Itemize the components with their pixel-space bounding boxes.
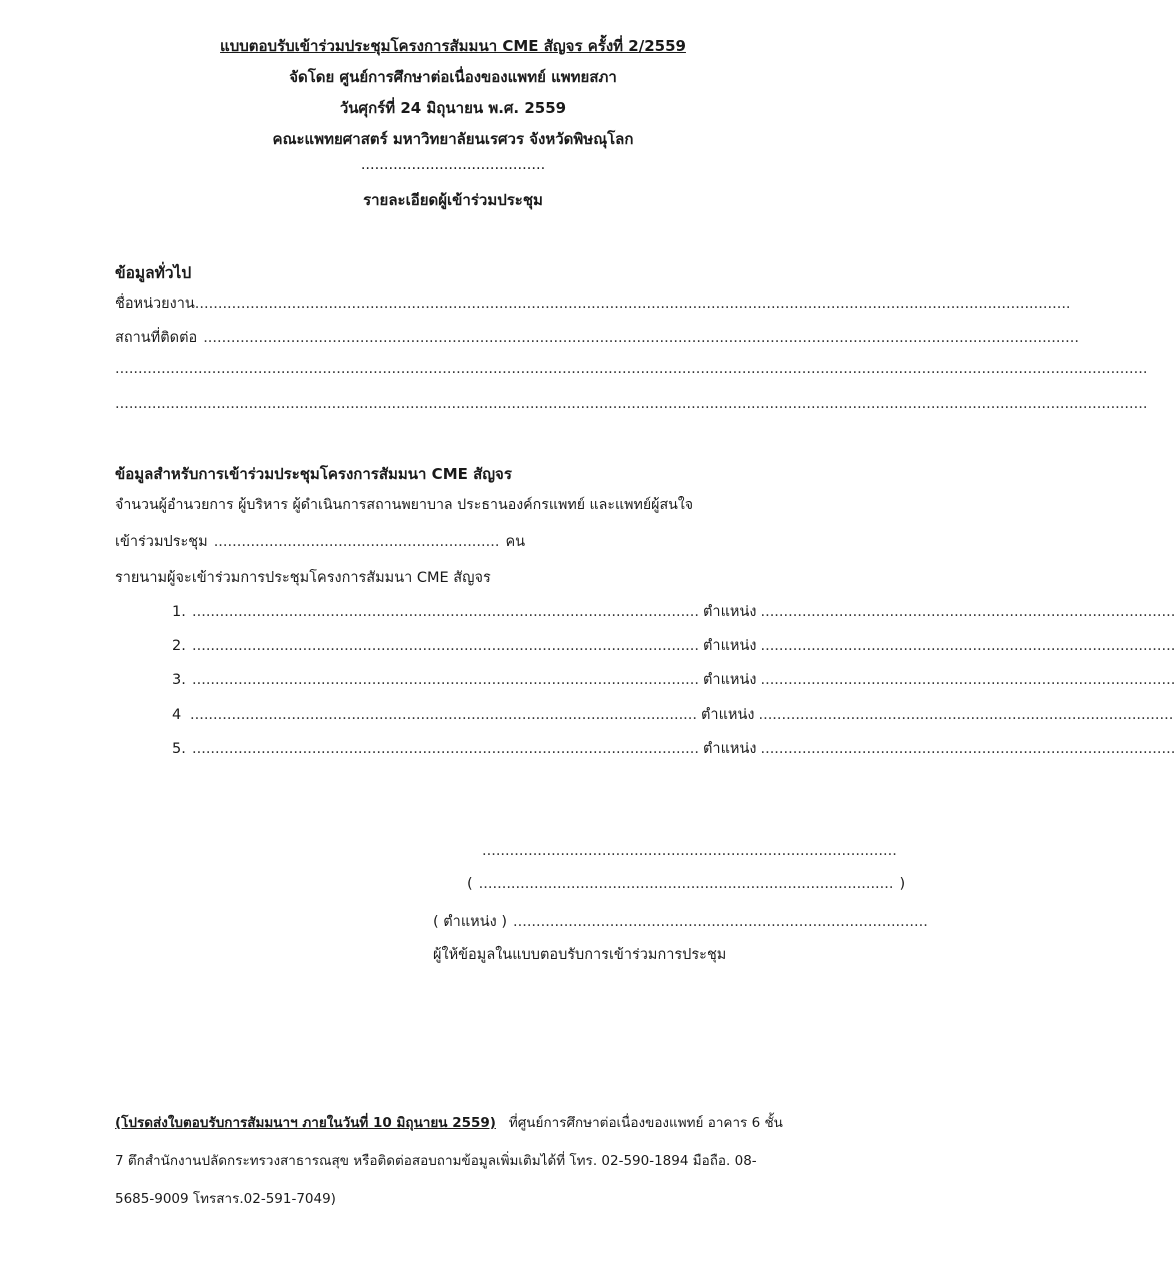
attendee-position-label: ตำแหน่ง bbox=[703, 604, 757, 620]
general-info-heading: ข้อมูลทั่วไป bbox=[115, 264, 192, 282]
open-paren: ( bbox=[467, 876, 473, 892]
attendee-position-dotline: .......................................................................................... bbox=[760, 638, 1175, 654]
printed-name-dotline: .......................................................................................... bbox=[478, 876, 894, 892]
address-dotline-2: ................................................................................................................................................................................................................................ bbox=[115, 361, 1148, 377]
attendee-count-label: เข้าร่วมประชุม bbox=[115, 534, 208, 550]
attendee-name-dotline: .............................................................................................................. bbox=[192, 741, 700, 757]
attendee-number: 3. bbox=[172, 672, 186, 688]
meeting-info-heading: ข้อมูลสำหรับการเข้าร่วมประชุมโครงการสัมมนา CME สัญจร bbox=[115, 465, 512, 483]
signature-dotline: .......................................................................................... bbox=[482, 843, 897, 859]
header-separator: ........................................ bbox=[360, 157, 546, 173]
organizer-line: จัดโดย ศูนย์การศึกษาต่อเนื่องของแพทย์ แพทยสภา bbox=[289, 68, 617, 86]
signer-position-dotline: .......................................................................................... bbox=[513, 914, 928, 930]
signature-caption: ผู้ให้ข้อมูลในแบบตอบรับการเข้าร่วมการประชุม bbox=[433, 947, 727, 963]
signature-line[interactable] bbox=[482, 843, 897, 859]
form-title: แบบตอบรับเข้าร่วมประชุมโครงการสัมมนา CME สัญจร ครั้งที่ 2/2559 bbox=[220, 37, 686, 55]
attendee-name-dotline: .............................................................................................................. bbox=[192, 604, 700, 620]
footer-details: ที่ศูนย์การศึกษาต่อเนื่องของแพทย์ อาคาร 6 ชั้น 7 ตึกสำนักงานปลัดกระทรวงสาธารณสุข หรือติดต่อสอบถามข้อมูลเพิ่มเติมได้ที่ โทร. 02-590-1894 มือถือ. 08-5685-9009 โทรสาร.02-591-7049) bbox=[115, 1115, 783, 1207]
attendee-row-2[interactable] bbox=[172, 634, 1175, 657]
attendee-number: 1. bbox=[172, 604, 186, 620]
date-line: วันศุกร์ที่ 24 มิถุนายน พ.ศ. 2559 bbox=[339, 99, 567, 117]
address-line-3[interactable] bbox=[115, 396, 1148, 412]
attendee-row-4[interactable] bbox=[172, 703, 1174, 726]
attendee-position-label: ตำแหน่ง bbox=[701, 707, 755, 723]
signer-position-label: ( ตำแหน่ง ) bbox=[433, 914, 507, 930]
attendee-position-dotline: .......................................................................................... bbox=[760, 672, 1175, 688]
unit-name-field[interactable] bbox=[115, 292, 1071, 315]
attendee-row-5[interactable] bbox=[172, 737, 1175, 760]
attendee-position-dotline: .......................................................................................... bbox=[758, 707, 1174, 723]
address-label: สถานที่ติดต่อ bbox=[115, 330, 198, 346]
attendee-list-heading: รายนามผู้จะเข้าร่วมการประชุมโครงการสัมมนา CME สัญจร bbox=[115, 570, 491, 586]
footer-deadline: (โปรดส่งใบตอบรับการสัมมนาฯ ภายในวันที่ 10 มิถุนายน 2559) bbox=[115, 1115, 496, 1131]
attendee-count-dotline: .............................................................. bbox=[213, 534, 500, 550]
attendee-count-field[interactable] bbox=[115, 530, 526, 553]
unit-name-label: ชื่อหน่วยงาน bbox=[115, 296, 195, 312]
attendee-name-dotline: .............................................................................................................. bbox=[190, 707, 698, 723]
attendee-row-1[interactable] bbox=[172, 600, 1175, 623]
attendee-count-text: จำนวนผู้อำนวยการ ผู้บริหาร ผู้ดำเนินการสถานพยาบาล ประธานองค์กรแพทย์ และแพทย์ผู้สนใจ bbox=[115, 497, 694, 513]
address-field[interactable] bbox=[115, 326, 1079, 349]
details-subtitle: รายละเอียดผู้เข้าร่วมประชุม bbox=[363, 191, 543, 209]
address-dotline-3: ................................................................................................................................................................................................................................ bbox=[115, 396, 1148, 412]
footer-note bbox=[115, 1104, 795, 1218]
attendee-position-dotline: .......................................................................................... bbox=[760, 741, 1175, 757]
venue-line: คณะแพทยศาสตร์ มหาวิทยาลัยนเรศวร จังหวัดพิษณุโลก bbox=[272, 130, 634, 148]
address-dotline: .............................................................................................................................................................................................. bbox=[203, 330, 1079, 346]
attendee-count-unit: คน bbox=[505, 534, 526, 550]
attendee-name-dotline: .............................................................................................................. bbox=[192, 638, 700, 654]
attendee-number: 5. bbox=[172, 741, 186, 757]
attendee-position-label: ตำแหน่ง bbox=[703, 638, 757, 654]
attendee-name-dotline: .............................................................................................................. bbox=[192, 672, 700, 688]
signer-position-field[interactable] bbox=[433, 910, 928, 933]
attendee-position-label: ตำแหน่ง bbox=[703, 672, 757, 688]
attendee-number: 4 bbox=[172, 707, 182, 723]
attendee-row-3[interactable] bbox=[172, 668, 1175, 691]
attendee-number: 2. bbox=[172, 638, 186, 654]
attendee-position-dotline: .......................................................................................... bbox=[760, 604, 1175, 620]
attendee-position-label: ตำแหน่ง bbox=[703, 741, 757, 757]
close-paren: ) bbox=[899, 876, 906, 892]
printed-name-field[interactable] bbox=[467, 876, 906, 892]
address-line-2[interactable] bbox=[115, 361, 1148, 377]
unit-name-dotline: .............................................................................................................................................................................................. bbox=[194, 296, 1071, 312]
